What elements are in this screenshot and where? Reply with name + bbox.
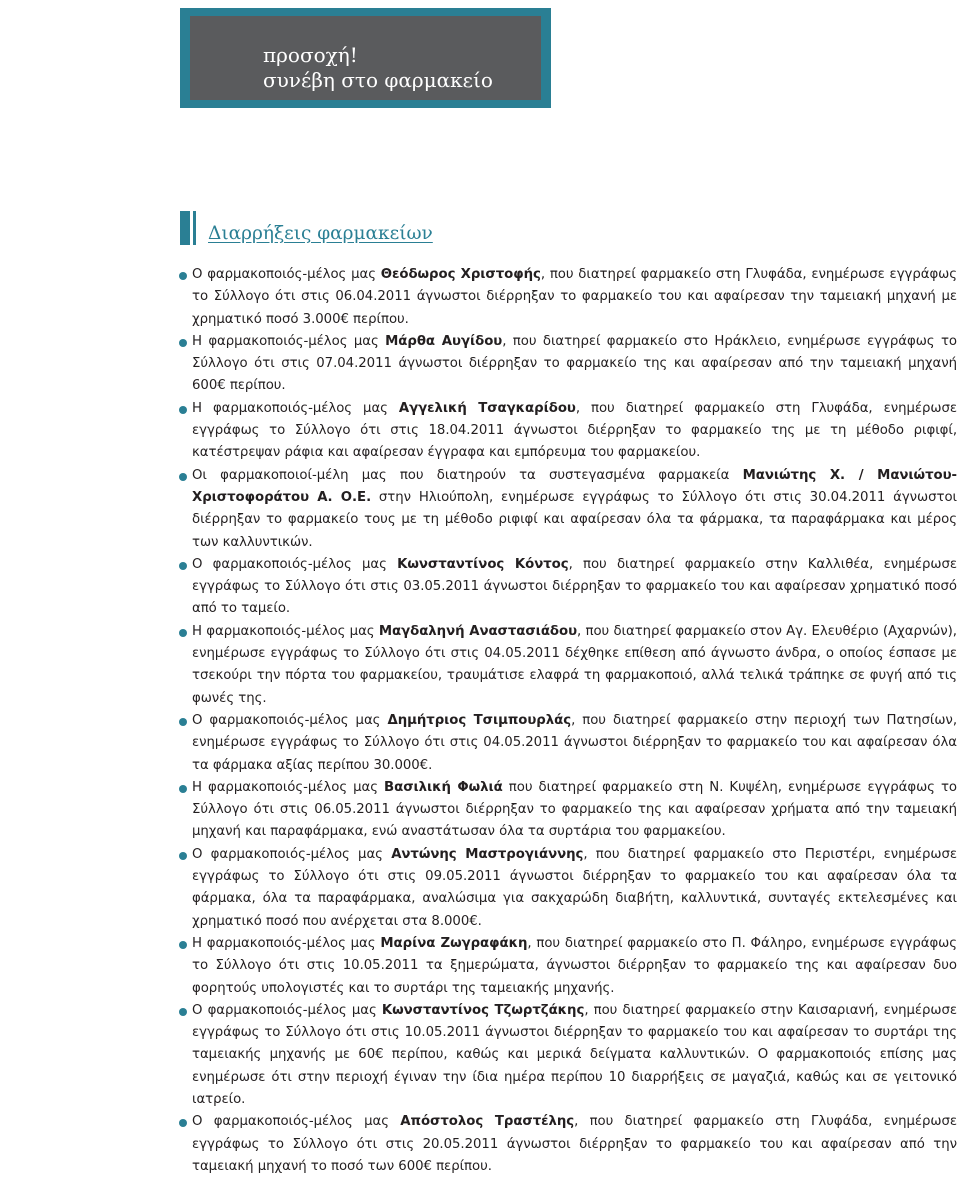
pharmacist-name: Αντώνης Μαστρογιάννης (391, 846, 584, 862)
pharmacist-name: Κωνσταντίνος Τζωρτζάκης (381, 1002, 585, 1018)
entry-details-text: , που διατηρεί φαρμακείο στο Περιστέρι, ενημέρωσε εγγράφως το Σύλλογο ότι στις 09.05.2011 άγνωστοι διέρρηξαν το φαρμακείο του και αφαίρεσαν όλα τα φάρμακα, όλα τα παραφάρμακα, αναλώσιμα για σακχαρώδη διαβήτη, καλλυντικά, συνταγές εκτελεσμένες και χρηματικό ποσό που ανέρχεται στα 8.000€. (192, 846, 958, 929)
list-item (192, 710, 957, 777)
entry-intro-text: Η φαρμακοποιός-μέλος μας (192, 333, 386, 349)
list-item (192, 264, 957, 331)
entry-intro-text: Οι φαρμακοποιοί-μέλη μας που διατηρούν τα συστεγασμένα φαρμακεία (192, 467, 743, 483)
title-banner-inner (190, 16, 541, 100)
entry-details-text: , που διατηρεί φαρμακείο στη Γλυφάδα, ενημέρωσε εγγράφως το Σύλλογο ότι στις 18.04.2011 άγνωστοι διέρρηξαν το φαρμακείο της με τη μέθοδο ριφιφί, κατέστρεψαν ράφια και αφαίρεσαν έγγραφα και εμπόρευμα του φαρμακείου. (192, 400, 958, 461)
entry-intro-text: Η φαρμακοποιός-μέλος μας (192, 400, 399, 416)
banner-title-line-1: προσοχή! (263, 43, 358, 67)
list-item (192, 933, 957, 1000)
pharmacist-name: Μάρθα Αυγίδου (385, 333, 503, 349)
list-item (192, 777, 957, 844)
pharmacist-name: Απόστολος Τραστέλης (400, 1114, 575, 1130)
incident-list (192, 264, 957, 1178)
pharmacist-name: Θεόδωρος Χριστοφής (380, 267, 541, 282)
bullet-dot-icon (179, 941, 187, 949)
pharmacist-name: Βασιλική Φωλιά (384, 779, 503, 795)
pharmacist-name: Μαρίνα Ζωγραφάκη (380, 935, 528, 951)
bullet-dot-icon (179, 562, 187, 570)
section-heading (180, 211, 880, 245)
list-item (192, 621, 957, 710)
pharmacist-name: Μαγδαληνή Αναστασιάδου (378, 623, 577, 639)
pharmacist-name: Αγγελική Τσαγκαρίδου (398, 400, 576, 416)
list-item (192, 554, 957, 621)
bullet-dot-icon (179, 339, 187, 347)
entry-intro-text: Η φαρμακοποιός-μέλος μας (192, 779, 385, 795)
entry-intro-text: Ο φαρμακοποιός-μέλος μας (192, 846, 392, 862)
entry-details-text: , που διατηρεί φαρμακείο στην περιοχή των Πατησίων, ενημέρωσε εγγράφως το Σύλλογο ότι στις 04.05.2011 άγνωστοι διέρρηξαν το φαρμακείο του και αφαίρεσαν όλα τα φάρμακα αξίας περίπου 30.000€. (192, 712, 957, 773)
pharmacist-name: Δημήτριος Τσιμπουρλάς (387, 712, 572, 728)
heading-bar-marker (180, 211, 190, 245)
entry-details-text: , που διατηρεί φαρμακείο στην Καλλιθέα, ενημέρωσε εγγράφως το Σύλλογο ότι στις 03.05.2011 άγνωστοι διέρρηξαν το φαρμακείο του και αφαίρεσαν χρηματικό ποσό από το ταμείο. (192, 556, 958, 617)
bullet-dot-icon (179, 718, 187, 726)
entry-details-text: , που διατηρεί φαρμακείο στην Καισαριανή, ενημέρωσε εγγράφως το Σύλλογο ότι στις 10.05.2011 άγνωστοι διέρρηξαν το φαρμακείο του και αφαίρεσαν το συρτάρι της ταμειακής μηχανής με 60€ περίπου, καθώς και μερικά δείγματα καλλυντικών. Ο φαρμακοποιός επίσης μας ενημέρωσε ότι στην περιοχή έγιναν την ίδια ημέρα περίπου 10 διαρρήξεις σε μαγαζιά, καθώς και σε γειτονικό ιατρείο. (192, 1002, 958, 1107)
bullet-dot-icon (179, 473, 187, 481)
entry-details-text: στην Ηλιούπολη, ενημέρωσε εγγράφως το Σύλλογο ότι στις 30.04.2011 άγνωστοι διέρρηξαν το φαρμακείο τους με τη μέθοδο ριφιφί και αφαίρεσαν όλα τα φάρμακα, τα παραφάρμακα και μέρος των καλλυντικών. (192, 489, 957, 550)
list-item (192, 1000, 957, 1111)
bullet-dot-icon (179, 272, 187, 280)
entry-intro-text: Ο φαρμακοποιός-μέλος μας (192, 267, 381, 282)
bullet-dot-icon (179, 852, 187, 860)
entry-intro-text: Η φαρμακοποιός-μέλος μας (192, 935, 381, 951)
entry-intro-text: Ο φαρμακοποιός-μέλος μας (192, 712, 388, 728)
bullet-dot-icon (179, 1008, 187, 1016)
entry-details-text: , που διατηρεί φαρμακείο στο Ηράκλειο, ενημέρωσε εγγράφως το Σύλλογο ότι στις 07.04.2011 άγνωστοι διέρρηξαν το φαρμακείο της και αφαίρεσαν από την ταμειακή μηχανή 600€ περίπου. (192, 333, 957, 394)
banner-title (263, 43, 493, 93)
entry-intro-text: Ο φαρμακοποιός-μέλος μας (192, 1114, 401, 1130)
list-item (192, 465, 957, 554)
banner-title-line-2: συνέβη στο φαρμακείο (263, 68, 493, 92)
bullet-dot-icon (179, 785, 187, 793)
list-item (192, 331, 957, 398)
list-item (192, 1111, 957, 1178)
entry-intro-text: Ο φαρμακοποιός-μέλος μας (192, 556, 398, 572)
bullet-dot-icon (179, 406, 187, 414)
list-item (192, 844, 957, 933)
entry-details-text: , που διατηρεί φαρμακείο στη Γλυφάδα, ενημέρωσε εγγράφως το Σύλλογο ότι στις 20.05.2011 άγνωστοι διέρρηξαν το φαρμακείο του και αφαίρεσαν από την ταμειακή μηχανή το ποσό των 600€ περίπου. (192, 1114, 958, 1174)
entry-intro-text: Ο φαρμακοποιός-μέλος μας (192, 1002, 382, 1018)
entry-details-text: , που διατηρεί φαρμακείο στη Γλυφάδα, ενημέρωσε εγγράφως το Σύλλογο ότι στις 06.04.2011 άγνωστοι διέρρηξαν το φαρμακείο του και αφαίρεσαν την ταμειακή μηχανή με χρηματικό ποσό 3.000€ περίπου. (192, 267, 957, 327)
entry-intro-text: Η φαρμακοποιός-μέλος μας (192, 623, 379, 639)
heading-bar-marker-thin (193, 211, 196, 245)
bullet-dot-icon (179, 1119, 187, 1127)
title-banner (180, 8, 551, 108)
pharmacist-name: Μανιώτης Χ. / Μανιώτου-Χριστοφοράτου Α. Ο.Ε. (192, 467, 957, 505)
pharmacist-name: Κωνσταντίνος Κόντος (397, 556, 569, 572)
entry-details-text: , που διατηρεί φαρμακείο στον Αγ. Ελευθέριο (Αχαρνών), ενημέρωσε εγγράφως το Σύλλογο ότι στις 04.05.2011 δέχθηκε επίθεση από άγνωστο άνδρα, ο οποίος έσπασε με τσεκούρι την πόρτα του φαρμακείου, τραυμάτισε ελαφρά τη φαρμακοποιό, αλλά τελικά τράπηκε σε φυγή από τις φωνές της. (192, 623, 957, 706)
entry-details-text: που διατηρεί φαρμακείο στη Ν. Κυψέλη, ενημέρωσε εγγράφως το Σύλλογο ότι στις 06.05.2011 άγνωστοι διέρρηξαν το φαρμακείο της και αφαίρεσαν χρήματα από την ταμειακή μηχανή και παραφάρμακα, ενώ αναστάτωσαν όλα τα συρτάρια του φαρμακείου. (192, 779, 957, 840)
list-item (192, 398, 957, 465)
entry-details-text: , που διατηρεί φαρμακείο στο Π. Φάληρο, ενημέρωσε εγγράφως το Σύλλογο ότι στις 10.05.2011 τα ξημερώματα, άγνωστοι διέρρηξαν το φαρμακείο της και αφαίρεσαν δυο φορητούς υπολογιστές και το συρτάρι της ταμειακής μηχανής. (192, 935, 958, 996)
bullet-dot-icon (179, 629, 187, 637)
section-title: Διαρρήξεις φαρμακείων (208, 223, 433, 244)
